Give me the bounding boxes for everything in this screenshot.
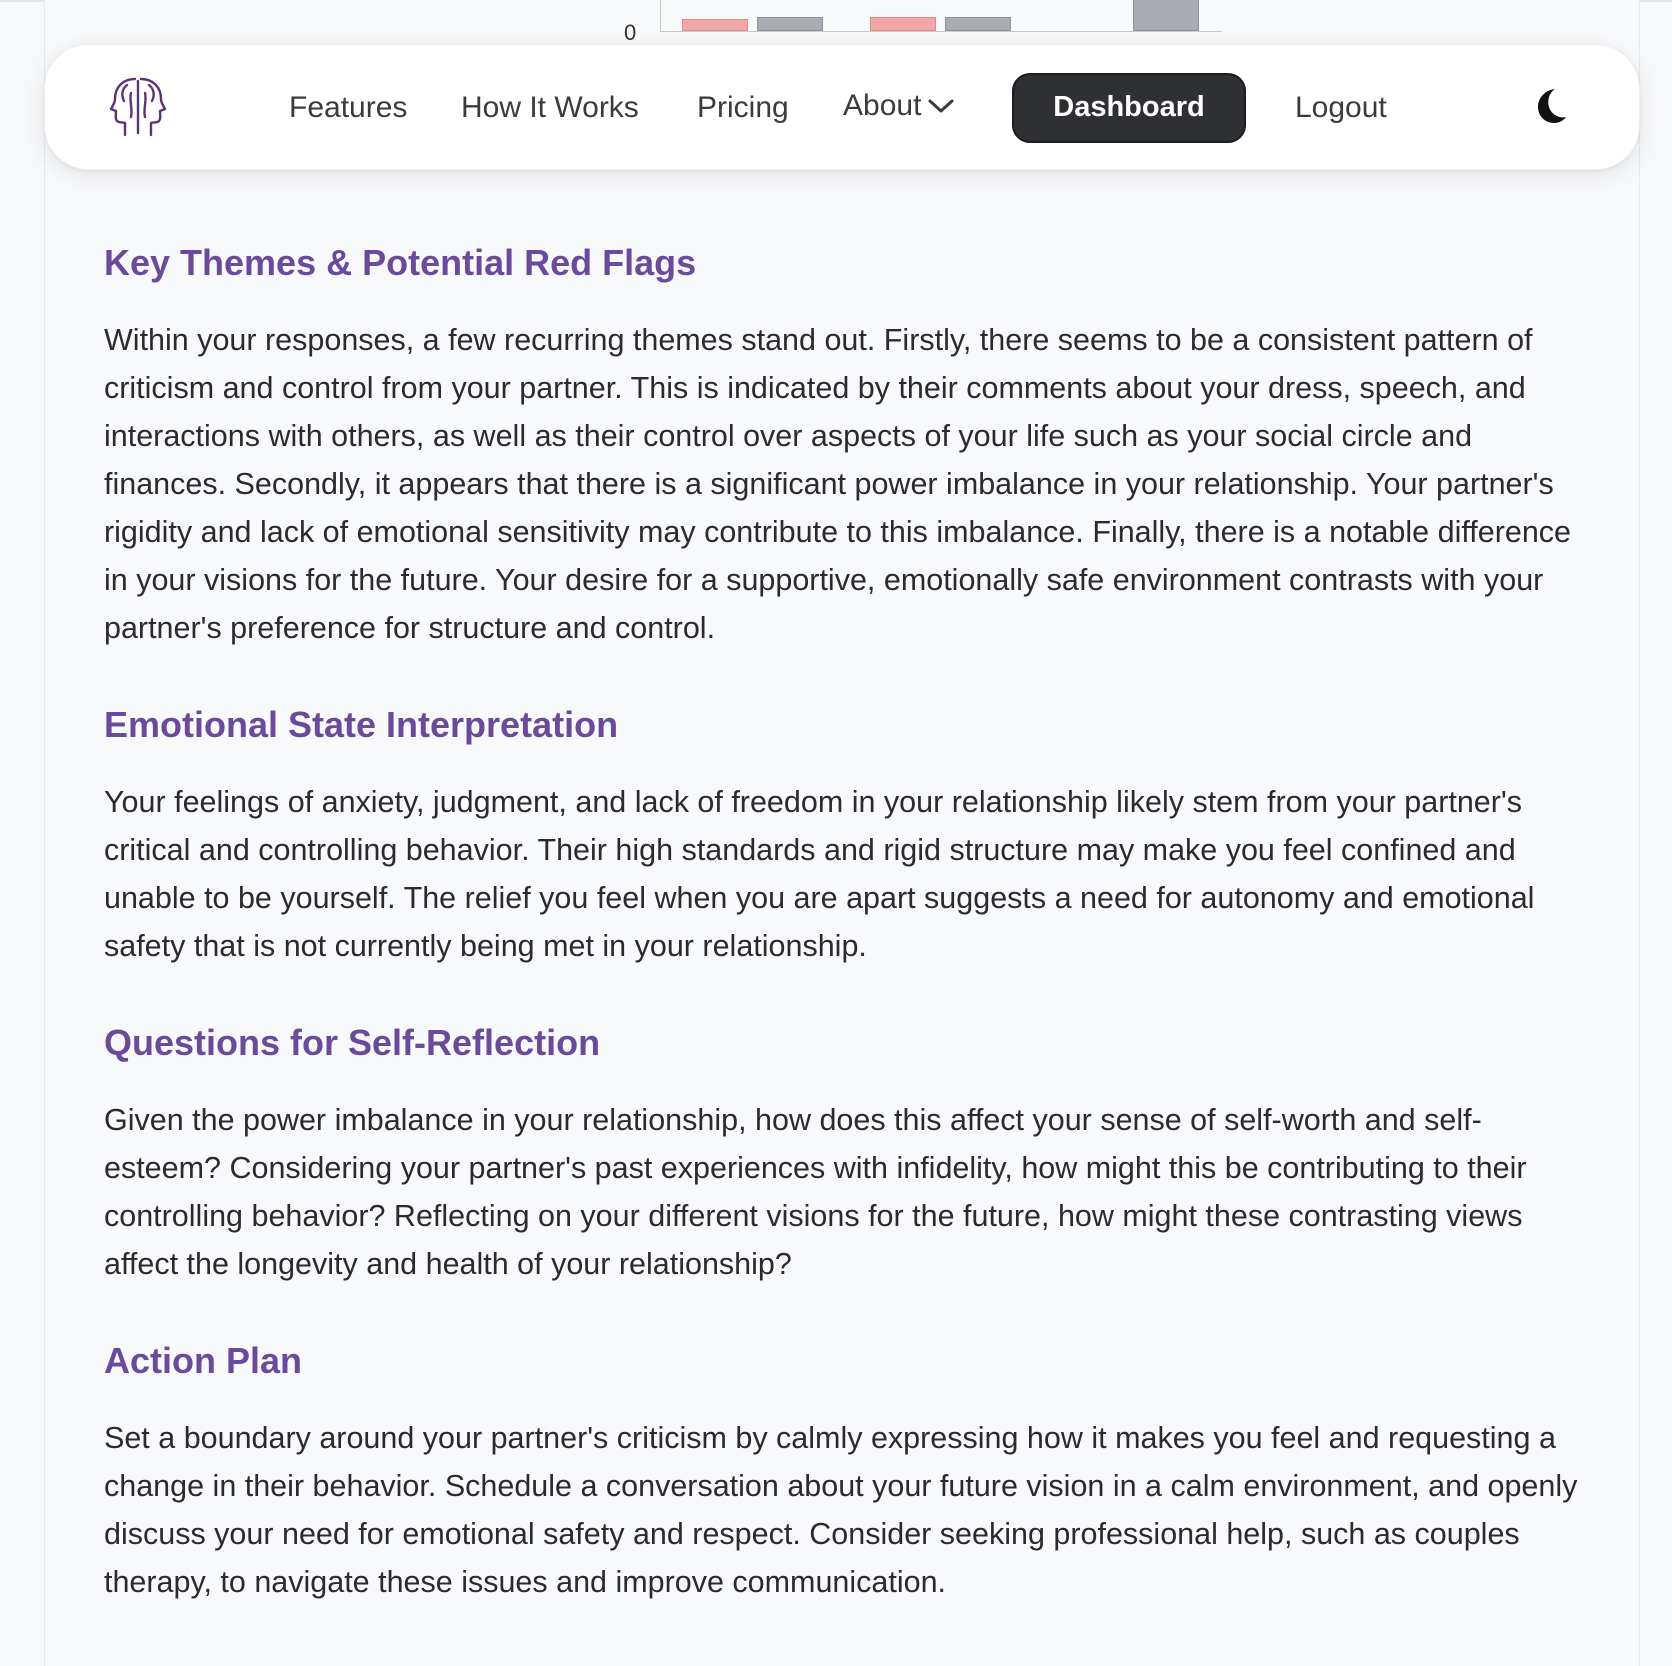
chevron-down-icon <box>927 97 955 115</box>
home-logo-link[interactable] <box>107 75 169 139</box>
section-action-plan <box>104 1338 1584 1606</box>
nav-features-link[interactable]: Features <box>289 91 408 124</box>
chart-zero-tick-label: 0 <box>624 20 637 40</box>
section-heading: Action Plan <box>104 1340 303 1381</box>
section-key-themes <box>104 240 1584 652</box>
section-emotional-state <box>104 702 1584 970</box>
nav-pricing-link[interactable]: Pricing <box>697 91 789 124</box>
profiles-logo-icon <box>107 75 169 139</box>
section-body: Set a boundary around your partner's criticism by calmly expressing how it makes you feel and requesting a change in their behavior. Schedule a conversation about your future vision in a calm environment, and openly discuss your need for emotional safety and respect. Consider seeking professional help, such as couples therapy, to navigate these issues and improve communication. <box>104 1421 1578 1599</box>
chart-bar-red-1 <box>682 19 748 31</box>
chart-fragment <box>600 0 1240 40</box>
chart-bar-gray-1 <box>757 17 823 31</box>
nav-about-label: About <box>843 89 922 122</box>
logout-link[interactable]: Logout <box>1295 91 1387 124</box>
theme-toggle-button[interactable] <box>1529 86 1569 126</box>
moon-icon <box>1529 86 1569 126</box>
chart-y-axis <box>660 0 661 32</box>
chart-bar-gray-3 <box>1133 0 1199 31</box>
chart-x-axis <box>660 31 1222 32</box>
section-body: Given the power imbalance in your relationship, how does this affect your sense of self-worth and self-esteem? Considering your partner's past experiences with infidelity, how might this be contributing to their controlling behavior? Reflecting on your different visions for the future, how might these contrasting views affect the longevity and health of your relationship? <box>104 1103 1527 1281</box>
top-navbar <box>44 44 1640 170</box>
section-body: Your feelings of anxiety, judgment, and lack of freedom in your relationship likely stem from your partner's critical and controlling behavior. Their high standards and rigid structure may make you feel confined and unable to be yourself. The relief you feel when you are apart suggests a need for autonomy and emotional safety that is not currently being met in your relationship. <box>104 785 1535 963</box>
nav-about-dropdown[interactable] <box>843 87 955 125</box>
chart-bar-gray-2 <box>945 17 1011 31</box>
section-body: Within your responses, a few recurring themes stand out. Firstly, there seems to be a consistent pattern of criticism and control from your partner. This is indicated by their comments about your dress, speech, and interactions with others, as well as their control over aspects of your life such as your social circle and finances. Secondly, it appears that there is a significant power imbalance in your relationship. Your partner's rigidity and lack of emotional sensitivity may contribute to this imbalance. Finally, there is a notable difference in your visions for the future. Your desire for a supportive, emotionally safe environment contrasts with your partner's preference for structure and control. <box>104 323 1571 645</box>
analysis-content <box>104 240 1584 1606</box>
section-self-reflection <box>104 1020 1584 1288</box>
nav-how-it-works-link[interactable]: How It Works <box>461 91 639 124</box>
section-heading: Emotional State Interpretation <box>104 704 619 745</box>
section-heading: Questions for Self-Reflection <box>104 1022 601 1063</box>
dashboard-button[interactable]: Dashboard <box>1012 73 1246 143</box>
section-heading: Key Themes & Potential Red Flags <box>104 242 697 283</box>
chart-bar-red-2 <box>870 17 936 31</box>
